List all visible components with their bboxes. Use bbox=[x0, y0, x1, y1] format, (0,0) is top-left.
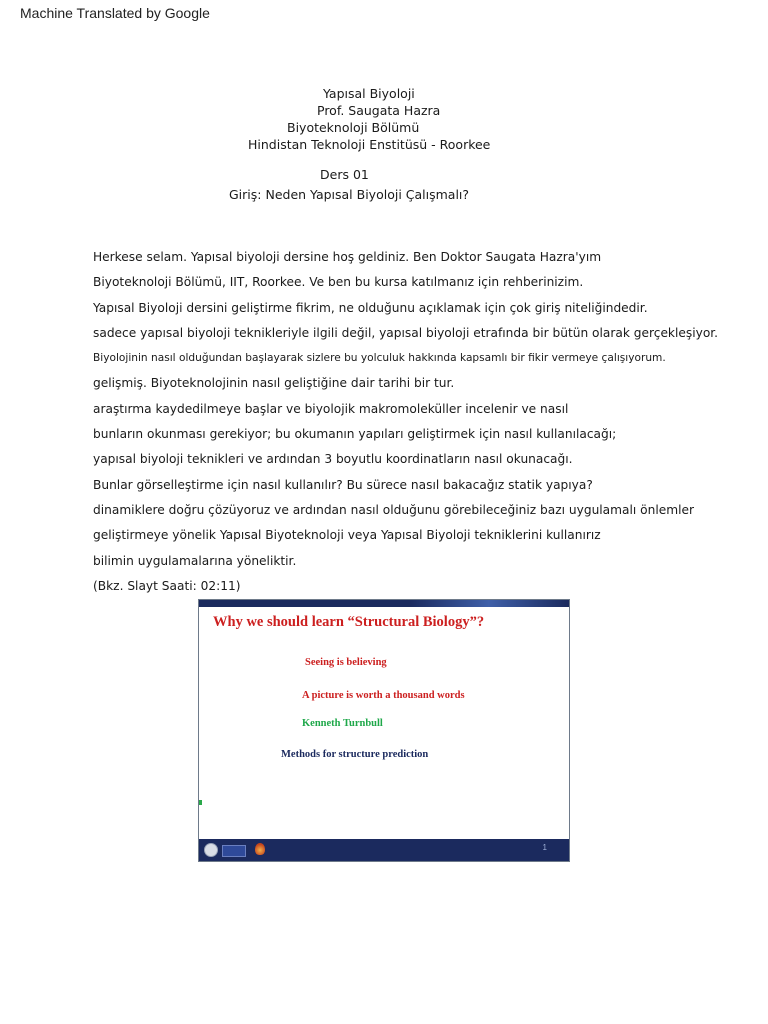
lecture-number: Ders 01 bbox=[320, 167, 369, 182]
slide-quote-author: Kenneth Turnbull bbox=[302, 718, 383, 729]
slide-top-bar bbox=[199, 600, 569, 607]
course-title: Yapısal Biyoloji bbox=[323, 86, 415, 101]
paragraph-line: dinamiklere doğru çözüyoruz ve ardından nasıl olduğunu görebileceğiniz bazı uygulamalı önlemler bbox=[93, 502, 694, 517]
paragraph-line: yapısal biyoloji teknikleri ve ardından 3 boyutlu koordinatların nasıl okunacağı. bbox=[93, 452, 573, 467]
slide-methods-line: Methods for structure prediction bbox=[281, 749, 429, 760]
slide-title: Why we should learn “Structural Biology”? bbox=[213, 614, 485, 630]
slide-top-bar-accent bbox=[409, 600, 569, 607]
paragraph-line: araştırma kaydedilmeye başlar ve biyolojik makromoleküller incelenir ve nasıl bbox=[93, 401, 569, 416]
slide-quote-seeing: Seeing is believing bbox=[305, 657, 387, 668]
slide-bottom-bar bbox=[199, 839, 569, 861]
paragraph-line: Biyolojinin nasıl olduğundan başlayarak sizlere bu yolculuk hakkında kapsamlı bir fikir vermeye çalışıyorum. bbox=[93, 352, 666, 365]
paragraph-line: Biyoteknoloji Bölümü, IIT, Roorkee. Ve ben bu kursa katılmanız için rehberinizim. bbox=[93, 275, 584, 290]
slide-edge-marker bbox=[199, 800, 202, 805]
paragraph-line: bilimin uygulamalarına yöneliktir. bbox=[93, 553, 297, 568]
lecture-title: Giriş: Neden Yapısal Biyoloji Çalışmalı? bbox=[229, 187, 470, 202]
flame-logo-icon bbox=[255, 843, 265, 855]
paragraph-line: sadece yapısal biyoloji teknikleriyle ilgili değil, yapısal biyoloji etrafında bir bütün olarak gerçekleşiyor. bbox=[93, 325, 719, 340]
paragraph-line: bunların okunması gerekiyor; bu okumanın yapıları geliştirmek için nasıl kullanılacağı; bbox=[93, 427, 617, 442]
department-name: Biyoteknoloji Bölümü bbox=[287, 120, 420, 135]
paragraph-line: gelişmiş. Biyoteknolojinin nasıl geliştiğine dair tarihi bir tur. bbox=[93, 376, 455, 391]
nptel-logo-icon bbox=[222, 845, 246, 857]
paragraph-line: geliştirmeye yönelik Yapısal Biyoteknoloji veya Yapısal Biyoloji tekniklerini kullanırız bbox=[93, 528, 601, 543]
institute-name: Hindistan Teknoloji Enstitüsü - Roorkee bbox=[248, 137, 491, 152]
iit-roorkee-logo-icon bbox=[204, 843, 218, 857]
transcript-paragraph bbox=[93, 245, 719, 599]
professor-name: Prof. Saugata Hazra bbox=[317, 103, 441, 118]
lecture-slide-image bbox=[198, 599, 570, 862]
paragraph-line: Bunlar görselleştirme için nasıl kullanılır? Bu sürece nasıl bakacağız statik yapıya? bbox=[93, 477, 593, 492]
paragraph-line: Herkese selam. Yapısal biyoloji dersine hoş geldiniz. Ben Doktor Saugata Hazra'yım bbox=[93, 250, 602, 264]
machine-translated-banner: Machine Translated by Google bbox=[20, 5, 210, 21]
paragraph-line: Yapısal Biyoloji dersini geliştirme fikrim, ne olduğunu açıklamak için çok giriş niteliğindedir. bbox=[93, 300, 648, 315]
slide-quote-picture: A picture is worth a thousand words bbox=[302, 690, 465, 701]
slide-time-reference: (Bkz. Slayt Saati: 02:11) bbox=[93, 578, 241, 593]
slide-page-number: 1 bbox=[542, 843, 547, 852]
